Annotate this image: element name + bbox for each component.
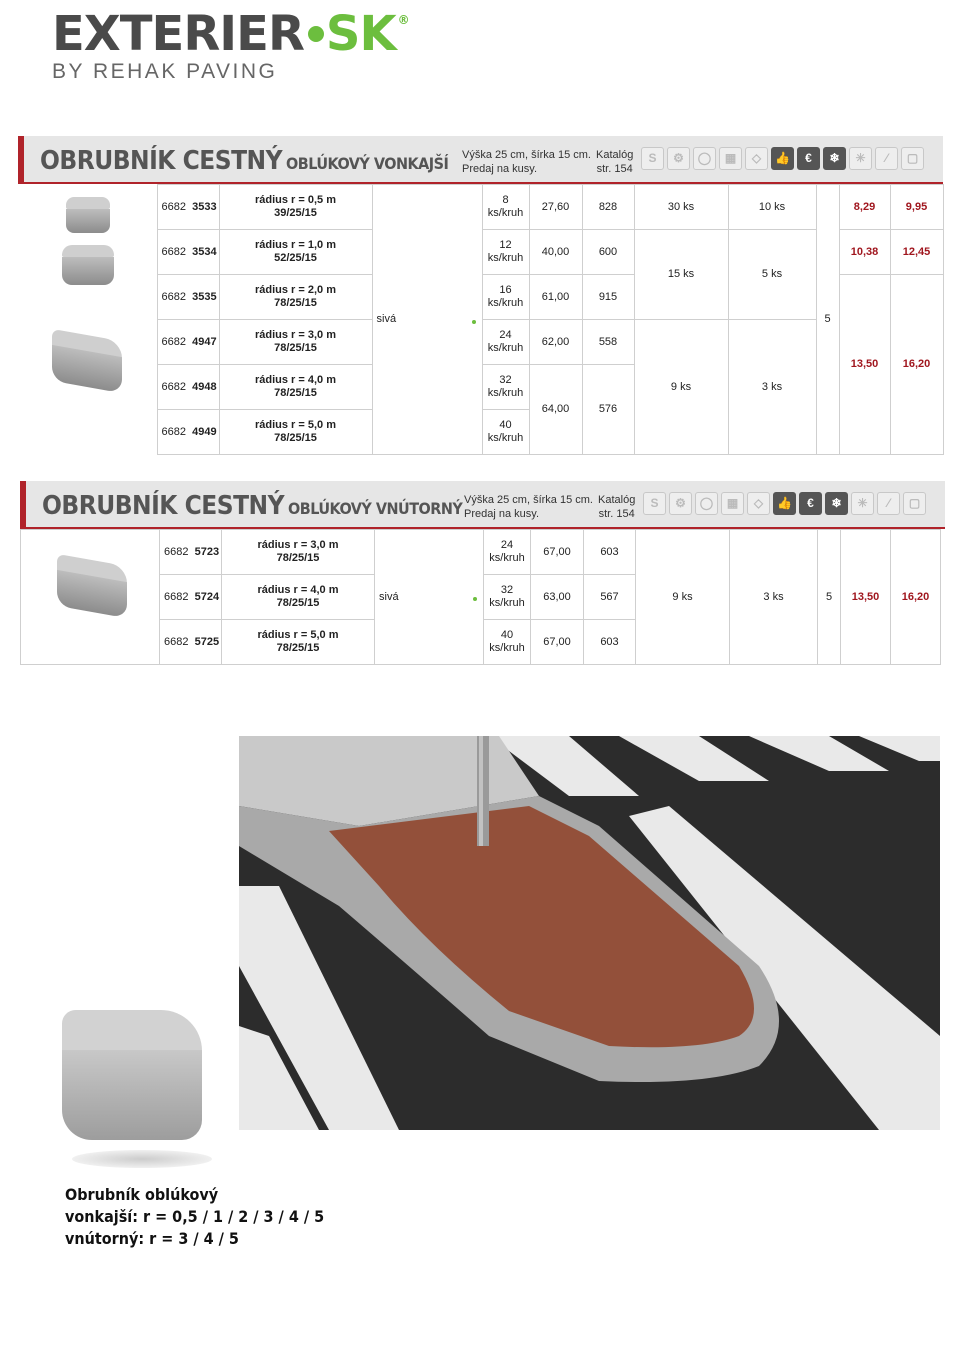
circle-count: 40 ks/kruh (484, 620, 531, 665)
section-title-sub: OBLÚKOVÝ VONKAJŠÍ (286, 154, 449, 173)
product-radius: rádius r = 4,0 m 78/25/15 (222, 575, 375, 620)
caption (65, 1184, 324, 1250)
frost-icon: ❄ (825, 492, 848, 515)
price-net: 13,50 (839, 275, 890, 455)
product-images (18, 185, 157, 455)
brick-icon: ▦ (719, 147, 742, 170)
curb-image-medium (62, 245, 114, 289)
circle-count: 16 ks/kruh (482, 275, 529, 320)
product-code: 6682 5725 (160, 620, 222, 665)
pack-qty-2: 3 ks (728, 320, 816, 455)
product-images (21, 530, 160, 665)
pack-qty: 9 ks (634, 320, 728, 455)
catalog-ref (596, 148, 633, 176)
price-net: 10,38 (839, 230, 890, 275)
section-title (40, 146, 448, 176)
logo-dot-icon (308, 26, 324, 42)
thumbs-up-icon: 👍 (771, 147, 794, 170)
price-net: 8,29 (839, 185, 890, 230)
diamond-icon: ◇ (747, 492, 770, 515)
circle-count: 32 ks/kruh (484, 575, 531, 620)
price-vat: 9,95 (890, 185, 943, 230)
sale-line: Predaj na kusy. (464, 508, 540, 520)
product-code: 6682 3533 (157, 185, 219, 230)
product-radius: rádius r = 5,0 m 78/25/15 (222, 620, 375, 665)
sale-line: Predaj na kusy. (462, 163, 538, 175)
pallet-number: 5 (816, 185, 839, 455)
availability-dot-icon (473, 597, 477, 601)
curb-image-large (52, 335, 122, 395)
registered-mark: ® (397, 13, 409, 27)
diamond-icon: ◇ (745, 147, 768, 170)
weight: 62,00 (529, 320, 582, 365)
caption-outer: vonkajší: r = 0,5 / 1 / 2 / 3 / 4 / 5 (65, 1207, 325, 1226)
price-vat: 12,45 (890, 230, 943, 275)
pack-qty-2: 5 ks (728, 230, 816, 320)
product-code: 6682 4948 (157, 365, 219, 410)
snowflake-icon: ✳ (851, 492, 874, 515)
dimensions-note (462, 148, 591, 176)
pallet-qty: 600 (582, 230, 634, 275)
product-table-inner (20, 529, 941, 665)
bulb-icon: ◯ (695, 492, 718, 515)
pallet-qty: 603 (584, 530, 636, 575)
product-radius: rádius r = 5,0 m 78/25/15 (219, 410, 372, 455)
product-radius: rádius r = 3,0 m 78/25/15 (219, 320, 372, 365)
weight: 61,00 (529, 275, 582, 320)
pallet-qty: 828 (582, 185, 634, 230)
product-code: 6682 4947 (157, 320, 219, 365)
pack-qty: 30 ks (634, 185, 728, 230)
installation-photo (239, 736, 940, 1130)
bulb-icon: ◯ (693, 147, 716, 170)
section-inner-curb (20, 481, 945, 665)
curb-image-small (66, 197, 110, 237)
traffic-island-illustration (239, 736, 940, 1130)
pack-qty: 15 ks (634, 230, 728, 320)
catalog-page: str. 154 (598, 508, 635, 520)
gear-icon: ⚙ (669, 492, 692, 515)
weight: 63,00 (531, 575, 584, 620)
pack-qty: 9 ks (636, 530, 730, 665)
circle-count: 12 ks/kruh (482, 230, 529, 275)
weight: 27,60 (529, 185, 582, 230)
euro-icon: € (799, 492, 822, 515)
product-radius: rádius r = 2,0 m 78/25/15 (219, 275, 372, 320)
section-header (20, 481, 945, 529)
dims-line: Výška 25 cm, šírka 15 cm. (464, 494, 593, 506)
product-table-outer (18, 184, 944, 455)
logo-tagline: BY REHAK PAVING (52, 60, 278, 83)
section-title (42, 491, 462, 521)
property-icons (641, 147, 924, 170)
product-code: 6682 5724 (160, 575, 222, 620)
pallet-qty: 915 (582, 275, 634, 320)
product-code: 6682 3534 (157, 230, 219, 275)
product-radius: rádius r = 4,0 m 78/25/15 (219, 365, 372, 410)
thumbs-up-icon: 👍 (773, 492, 796, 515)
curb-product-image (62, 1010, 212, 1170)
section-title-sub: OBLÚKOVÝ VNÚTORNÝ (288, 499, 463, 518)
circle-count: 40 ks/kruh (482, 410, 529, 455)
product-code: 6682 4949 (157, 410, 219, 455)
product-radius: rádius r = 0,5 m 39/25/15 (219, 185, 372, 230)
product-radius: rádius r = 3,0 m 78/25/15 (222, 530, 375, 575)
curb-image-inner (57, 560, 127, 620)
pack-qty-2: 3 ks (730, 530, 818, 665)
pallet-qty: 558 (582, 320, 634, 365)
circle-count: 24 ks/kruh (484, 530, 531, 575)
product-code: 6682 3535 (157, 275, 219, 320)
brick-icon: ▦ (721, 492, 744, 515)
caption-inner: vnútorný: r = 3 / 4 / 5 (65, 1229, 239, 1248)
section-header (18, 136, 943, 184)
euro-icon: € (797, 147, 820, 170)
product-code: 6682 5723 (160, 530, 222, 575)
dimensions-note (464, 493, 593, 521)
pallet-qty: 603 (584, 620, 636, 665)
company-logo (52, 8, 409, 84)
availability-dot-icon (472, 320, 476, 324)
weight: 67,00 (531, 620, 584, 665)
circle-count: 8 ks/kruh (482, 185, 529, 230)
product-color: sivá (375, 530, 484, 665)
s-icon: S (641, 147, 664, 170)
catalog-page: str. 154 (596, 163, 633, 175)
product-radius: rádius r = 1,0 m 52/25/15 (219, 230, 372, 275)
product-color: sivá (372, 185, 482, 455)
pallet-qty: 567 (584, 575, 636, 620)
weight: 67,00 (531, 530, 584, 575)
square-icon: ▢ (901, 147, 924, 170)
catalog-label: Katalóg (596, 149, 634, 161)
section-outer-curb (18, 136, 943, 455)
pack-qty-2: 10 ks (728, 185, 816, 230)
price-vat: 16,20 (891, 530, 941, 665)
weight: 64,00 (529, 365, 582, 455)
frost-icon: ❄ (823, 147, 846, 170)
price-vat: 16,20 (890, 275, 943, 455)
dims-line: Výška 25 cm, šírka 15 cm. (462, 149, 591, 161)
price-net: 13,50 (841, 530, 891, 665)
catalog-ref (598, 493, 635, 521)
slash-icon: ⁄ (875, 147, 898, 170)
logo-text-exterier: EXTERIER (52, 6, 304, 62)
logo-text-sk: SK (325, 6, 396, 62)
s-icon: S (643, 492, 666, 515)
circle-count: 32 ks/kruh (482, 365, 529, 410)
snowflake-icon: ✳ (849, 147, 872, 170)
gear-icon: ⚙ (667, 147, 690, 170)
section-title-main: OBRUBNÍK CESTNÝ (42, 491, 285, 521)
square-icon: ▢ (903, 492, 926, 515)
caption-title: Obrubník oblúkový (65, 1185, 219, 1204)
circle-count: 24 ks/kruh (482, 320, 529, 365)
slash-icon: ⁄ (877, 492, 900, 515)
section-title-main: OBRUBNÍK CESTNÝ (40, 146, 283, 176)
logo-wordmark (52, 8, 409, 60)
pallet-number: 5 (818, 530, 841, 665)
pallet-qty: 576 (582, 365, 634, 455)
catalog-label: Katalóg (598, 494, 636, 506)
weight: 40,00 (529, 230, 582, 275)
property-icons (643, 492, 926, 515)
